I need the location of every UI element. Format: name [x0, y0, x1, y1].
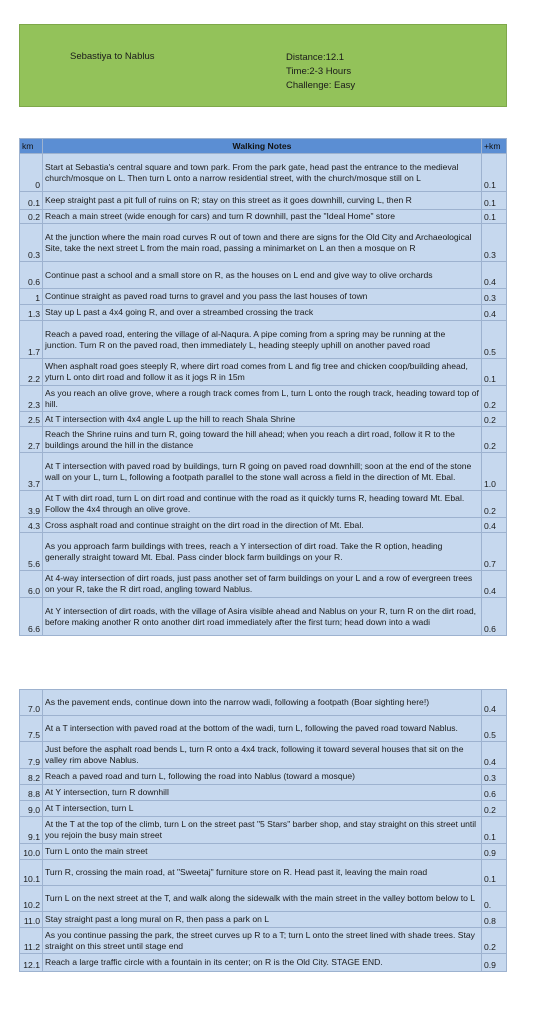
km-cell: 9.1	[20, 817, 43, 844]
add-km-cell: 0.1	[482, 860, 507, 886]
note-cell: As you continue passing the park, the street curves up R to a T; turn L onto the street lined with shade trees. Stay straight on this street until stage end	[43, 928, 482, 954]
table-row	[20, 453, 507, 491]
km-cell: 5.6	[20, 533, 43, 571]
add-km-cell: 0.5	[482, 321, 507, 359]
table-row	[20, 262, 507, 289]
table-row	[20, 386, 507, 412]
note-cell: Keep straight past a pit full of ruins on R; stay on this street as it goes downhill, curving L, then R	[43, 192, 482, 210]
add-km-cell: 0.4	[482, 742, 507, 769]
km-cell: 8.2	[20, 769, 43, 785]
add-km-cell: 0.1	[482, 817, 507, 844]
note-cell: Turn L on the next street at the T, and walk along the sidewalk with the main street in the valley bottom below to L	[43, 886, 482, 912]
route-summary-box	[19, 24, 507, 107]
table-row	[20, 769, 507, 785]
note-cell: Stay straight past a long mural on R, then pass a park on L	[43, 912, 482, 928]
km-cell: 0.2	[20, 210, 43, 224]
km-cell: 11.0	[20, 912, 43, 928]
add-km-cell: 0.1	[482, 154, 507, 192]
add-km-cell: 0.2	[482, 928, 507, 954]
km-cell: 1	[20, 289, 43, 305]
note-cell: At 4-way intersection of dirt roads, just pass another set of farm buildings on your L and a row of evergreen trees on your R, take the R dirt road, angling toward Nablus.	[43, 571, 482, 598]
km-cell: 3.9	[20, 491, 43, 518]
km-cell: 12.1	[20, 954, 43, 972]
km-cell: 10.0	[20, 844, 43, 860]
note-cell: At Y intersection of dirt roads, with the village of Asira visible ahead and Nablus on your R, turn R on the dirt road, before making another R onto another dirt road immediately after the first turn; head down into a wadi	[43, 598, 482, 636]
note-cell: Reach the Shrine ruins and turn R, going toward the hill ahead; when you reach a dirt road, follow it R to the buildings around the hill in the distance	[43, 427, 482, 453]
km-cell: 1.7	[20, 321, 43, 359]
add-km-cell: 0.4	[482, 518, 507, 533]
add-km-cell: 0.9	[482, 844, 507, 860]
route-stats	[286, 51, 355, 93]
km-cell: 11.2	[20, 928, 43, 954]
table-row	[20, 886, 507, 912]
walking-notes-table-continued	[19, 689, 507, 972]
add-km-cell: 0.2	[482, 801, 507, 817]
note-cell: At T intersection with paved road by buildings, turn R going on paved road downhill; soon at the end of the stone wall on your L, turn L, following a footpath parallel to the stone wall across a field in the direction of Mt. Ebal.	[43, 453, 482, 491]
table-header-row	[20, 139, 507, 154]
note-cell: Reach a main street (wide enough for cars) and turn R downhill, past the "Ideal Home" store	[43, 210, 482, 224]
table-row	[20, 491, 507, 518]
km-cell: 0.3	[20, 224, 43, 262]
km-cell: 2.7	[20, 427, 43, 453]
table-row	[20, 224, 507, 262]
walking-notes-column-header: Walking Notes	[43, 139, 482, 154]
add-km-cell: 0.4	[482, 690, 507, 716]
table-row	[20, 785, 507, 801]
table-row	[20, 912, 507, 928]
add-km-cell: 0.6	[482, 785, 507, 801]
route-title: Sebastiya to Nablus	[70, 51, 155, 62]
km-cell: 2.2	[20, 359, 43, 386]
note-cell: As you reach an olive grove, where a rough track comes from L, turn L onto the rough track, heading toward top of hill.	[43, 386, 482, 412]
table-row	[20, 742, 507, 769]
note-cell: At the T at the top of the climb, turn L on the street past "5 Stars" barber shop, and stay straight on this street until you rejoin the busy main street	[43, 817, 482, 844]
note-cell: When asphalt road goes steeply R, where dirt road comes from L and fig tree and chicken coop/building ahead, yturn L onto dirt road and follow it as it jogs R in 15m	[43, 359, 482, 386]
note-cell: Turn R, crossing the main road, at "Sweetaj" furniture store on R. Head past it, leaving the main road	[43, 860, 482, 886]
note-cell: Just before the asphalt road bends L, turn R onto a 4x4 track, following it toward several houses that sit on the valley rim above Nablus.	[43, 742, 482, 769]
km-cell: 0.1	[20, 192, 43, 210]
table-row	[20, 289, 507, 305]
note-cell: At Y intersection, turn R downhill	[43, 785, 482, 801]
km-cell: 4.3	[20, 518, 43, 533]
note-cell: As the pavement ends, continue down into the narrow wadi, following a footpath (Boar sighting here!)	[43, 690, 482, 716]
km-cell: 8.8	[20, 785, 43, 801]
table-row	[20, 817, 507, 844]
km-cell: 2.3	[20, 386, 43, 412]
note-cell: At T intersection, turn L	[43, 801, 482, 817]
add-km-cell: 0.3	[482, 769, 507, 785]
note-cell: Reach a paved road and turn L, following the road into Nablus (toward a mosque)	[43, 769, 482, 785]
add-km-cell: 0.4	[482, 262, 507, 289]
note-cell: Cross asphalt road and continue straight on the dirt road in the direction of Mt. Ebal.	[43, 518, 482, 533]
add-km-cell: 0.1	[482, 359, 507, 386]
note-cell: Start at Sebastia's central square and town park. From the park gate, head past the entrance to the medieval church/mosque on L. Then turn L onto a narrow residential street, with the church/mosque still on L	[43, 154, 482, 192]
table-row	[20, 154, 507, 192]
note-cell: Reach a paved road, entering the village of al-Naqura. A pipe coming from a spring may be running at the junction. Turn R on the paved road, then immediately L, heading steeply uphill on another paved road	[43, 321, 482, 359]
note-cell: Turn L onto the main street	[43, 844, 482, 860]
km-cell: 0.6	[20, 262, 43, 289]
note-cell: Reach a large traffic circle with a fountain in its center; on R is the Old City. STAGE END.	[43, 954, 482, 972]
add-km-cell: 1.0	[482, 453, 507, 491]
km-cell: 10.2	[20, 886, 43, 912]
km-cell: 6.6	[20, 598, 43, 636]
add-km-cell: 0.7	[482, 533, 507, 571]
table-row	[20, 690, 507, 716]
table-row	[20, 359, 507, 386]
add-km-cell: 0.8	[482, 912, 507, 928]
note-cell: Continue past a school and a small store on R, as the houses on L end and give way to olive orchards	[43, 262, 482, 289]
km-cell: 3.7	[20, 453, 43, 491]
table-row	[20, 192, 507, 210]
add-km-cell: 0.2	[482, 386, 507, 412]
add-km-cell: 0.3	[482, 289, 507, 305]
table-row	[20, 928, 507, 954]
table-row	[20, 844, 507, 860]
km-cell: 2.5	[20, 412, 43, 427]
table-row	[20, 305, 507, 321]
km-cell: 7.5	[20, 716, 43, 742]
km-column-header: km	[20, 139, 43, 154]
distance-label: Distance:12.1	[286, 52, 345, 63]
note-cell: At T intersection with 4x4 angle L up the hill to reach Shala Shrine	[43, 412, 482, 427]
table-row	[20, 598, 507, 636]
walking-notes-table	[19, 138, 507, 636]
table-row	[20, 801, 507, 817]
add-km-cell: 0.3	[482, 224, 507, 262]
time-label: Time:2-3 Hours	[286, 66, 352, 77]
km-cell: 1.3	[20, 305, 43, 321]
table-row	[20, 412, 507, 427]
add-km-cell: 0.5	[482, 716, 507, 742]
km-cell: 6.0	[20, 571, 43, 598]
add-km-cell: 0.4	[482, 571, 507, 598]
km-cell: 0	[20, 154, 43, 192]
note-cell: At a T intersection with paved road at the bottom of the wadi, turn L, following the paved road toward Nablus.	[43, 716, 482, 742]
note-cell: Continue straight as paved road turns to gravel and you pass the last houses of town	[43, 289, 482, 305]
add-km-cell: 0.1	[482, 210, 507, 224]
km-cell: 7.9	[20, 742, 43, 769]
challenge-label: Challenge: Easy	[286, 80, 356, 91]
add-km-column-header: +km	[482, 139, 507, 154]
add-km-cell: 0.2	[482, 491, 507, 518]
add-km-cell: 0.2	[482, 412, 507, 427]
table-row	[20, 571, 507, 598]
table-row	[20, 716, 507, 742]
table-row	[20, 427, 507, 453]
add-km-cell: 0.4	[482, 305, 507, 321]
km-cell: 9.0	[20, 801, 43, 817]
km-cell: 7.0	[20, 690, 43, 716]
km-cell: 10.1	[20, 860, 43, 886]
note-cell: As you approach farm buildings with trees, reach a Y intersection of dirt road. Take the R option, heading generally straight toward Mt. Ebal. Pass cinder block farm buildings on your R.	[43, 533, 482, 571]
add-km-cell: 0.9	[482, 954, 507, 972]
note-cell: At the junction where the main road curves R out of town and there are signs for the Old City and Archaeological Site, take the next street L from the main road, passing a minimarket on L an then a mosque on R	[43, 224, 482, 262]
add-km-cell: 0.	[482, 886, 507, 912]
note-cell: Stay up L past a 4x4 going R, and over a streambed crossing the track	[43, 305, 482, 321]
add-km-cell: 0.1	[482, 192, 507, 210]
table-row	[20, 533, 507, 571]
table-row	[20, 321, 507, 359]
table-row	[20, 518, 507, 533]
add-km-cell: 0.2	[482, 427, 507, 453]
table-row	[20, 210, 507, 224]
table-row	[20, 954, 507, 972]
table-row	[20, 860, 507, 886]
add-km-cell: 0.6	[482, 598, 507, 636]
note-cell: At T with dirt road, turn L on dirt road and continue with the road as it quickly turns R, heading toward Mt. Ebal. Follow the 4x4 through an olive grove.	[43, 491, 482, 518]
